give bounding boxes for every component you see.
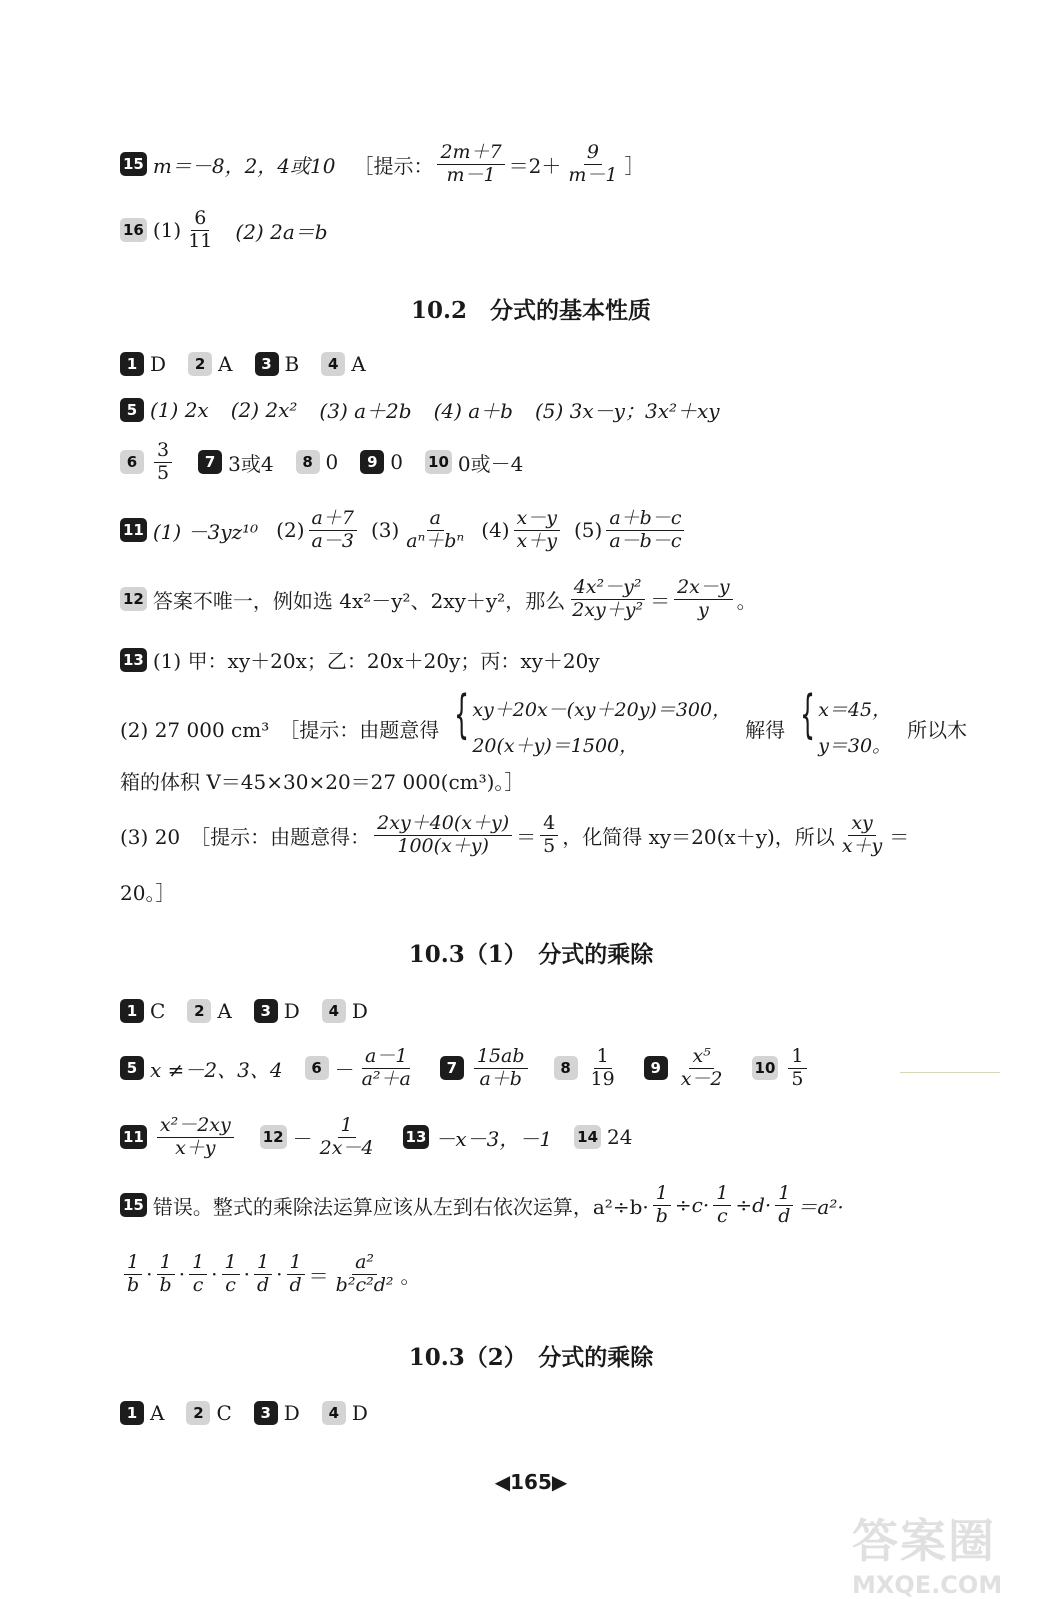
s1031-q3-answer: D xyxy=(283,999,300,1023)
s1031-q15-line2 xyxy=(120,1252,972,1297)
watermark-url: MXQE.COM xyxy=(852,1571,1003,1599)
s1031-mc-row xyxy=(120,999,972,1023)
s102-q11-label4: (4) xyxy=(481,518,510,543)
s102-q2-answer: A xyxy=(218,352,233,376)
s1031-q13-answer: －x－3，－1 xyxy=(435,1126,553,1151)
s102-q13-eq2: ＝ xyxy=(889,824,910,849)
s102-q13-line2 xyxy=(120,685,972,764)
s1031-q12-badge: 12 xyxy=(260,1125,287,1149)
s102-q11-frac4: $\frac{x-y}{x+y}$ xyxy=(514,508,560,553)
s102-q13-frac-a: $\frac{2xy+40(x+y)}{100(x+y)}$ xyxy=(374,813,512,858)
s102-q5-row xyxy=(120,395,972,424)
s102-q1-answer: D xyxy=(150,352,167,376)
s1031-q9-badge: 9 xyxy=(644,1056,668,1080)
s1032-q4-badge: 4 xyxy=(322,1401,346,1425)
q15-hint-open: ［提示： xyxy=(353,153,434,178)
s102-q12-row xyxy=(120,577,972,622)
s102-q12-eq: ＝ xyxy=(650,588,671,613)
s1031-q8-badge: 8 xyxy=(554,1056,578,1080)
s102-q6-badge: 6 xyxy=(120,450,144,474)
q15-f5: $\frac{1}{d}$ xyxy=(254,1252,272,1297)
s102-q4-answer: A xyxy=(351,352,366,376)
s102-mc-row xyxy=(120,352,972,376)
s102-q13-line5 xyxy=(120,877,972,906)
s102-q13-solve: 解得 xyxy=(745,717,786,742)
s102-q13-frac-c: $\frac{xy}{x+y}$ xyxy=(841,812,883,857)
page-number: ◀165▶ xyxy=(494,1470,568,1494)
s102-q11-label3: (3) xyxy=(370,518,400,543)
q15-f1: $\frac{1}{b}$ xyxy=(124,1252,142,1297)
s102-q13-system1: { xy＋20x－(xy＋20y)＝300， 20(x＋y)＝1500， xyxy=(454,685,732,758)
s102-q13-part1: (1) 甲：xy＋20x；乙：20x＋20y；丙：xy＋20y xyxy=(152,649,600,673)
q15-f4: $\frac{1}{c}$ xyxy=(222,1252,240,1297)
s102-q13-part3-text: (3) 20 ［提示：由题意得： xyxy=(120,824,371,849)
q15-eq-final: ＝ xyxy=(308,1263,329,1288)
s102-q4-badge: 4 xyxy=(321,352,345,376)
q15-mid: ＝2＋ xyxy=(508,153,562,178)
q16-part2: (2) 2a＝b xyxy=(235,219,328,244)
s102-q5-part3: (3) a＋2b xyxy=(319,399,412,423)
s1032-q3-badge: 3 xyxy=(254,1401,278,1425)
watermark-logo xyxy=(852,1505,1042,1599)
s1031-q3-badge: 3 xyxy=(254,999,278,1023)
s102-q6-10-row xyxy=(120,440,972,485)
s1031-q9-frac: $\frac{\text{x⁵}}{x-2}$ xyxy=(680,1045,723,1090)
dot3: · xyxy=(211,1262,218,1287)
s1031-q1-badge: 1 xyxy=(120,999,144,1023)
s102-q8-badge: 8 xyxy=(296,450,320,474)
s102-q13-system2: { x＝45， y＝30。 xyxy=(800,685,892,758)
q15-f3: $\frac{1}{c}$ xyxy=(189,1252,207,1297)
s102-q5-part2: (2) 2x² xyxy=(230,397,298,422)
s1031-q12-sign: － xyxy=(292,1126,313,1151)
s102-q11-badge: 11 xyxy=(120,518,147,542)
s102-q13-result: 20。］ xyxy=(120,881,176,905)
s1031-q13-badge: 13 xyxy=(403,1125,430,1149)
s102-q11-frac2: $\frac{a+7}{a-3}$ xyxy=(309,508,357,553)
s102-q11-part1: (1) －3yz¹⁰ xyxy=(152,519,259,544)
dot5: · xyxy=(276,1262,283,1287)
s1031-q15-frac-1d: $\frac{1}{d}$ xyxy=(775,1183,793,1228)
s1032-mc-row xyxy=(120,1401,972,1425)
q15-top-row xyxy=(120,142,972,187)
s102-q5-part1: (1) 2x xyxy=(150,397,209,422)
s1031-q7-badge: 7 xyxy=(440,1056,464,1080)
s1031-q15-div-c: ÷c· xyxy=(674,1193,710,1218)
section-title-10-3-2: 10.3（2） 分式的乘除 xyxy=(408,1344,654,1371)
q15-f6: $\frac{1}{d}$ xyxy=(287,1252,305,1297)
s1031-q6-sign: － xyxy=(334,1057,355,1082)
dot4: · xyxy=(243,1262,250,1287)
q15-hint-close: ］ xyxy=(624,153,645,178)
s102-q13-part2-end: 所以木 xyxy=(907,717,968,742)
s1031-q2-answer: A xyxy=(217,999,232,1023)
s1031-q15-badge: 15 xyxy=(120,1193,147,1217)
s102-q2-badge: 2 xyxy=(188,352,212,376)
s1031-q1-answer: C xyxy=(150,999,166,1023)
q16-badge: 16 xyxy=(120,218,147,242)
s1032-q3-answer: D xyxy=(283,1401,300,1425)
q15-end: 。 xyxy=(400,1263,421,1288)
q16-frac: $\frac{6}{11}$ xyxy=(188,207,213,252)
s102-q1-badge: 1 xyxy=(120,352,144,376)
s102-q10-badge: 10 xyxy=(425,450,452,474)
s1031-q14-badge: 14 xyxy=(574,1125,601,1149)
dot1: · xyxy=(146,1262,153,1287)
s1031-q8-frac: $\frac{1}{19}$ xyxy=(590,1045,615,1090)
s1031-q15-frac-1b: $\frac{1}{b}$ xyxy=(653,1183,671,1228)
s1032-q1-badge: 1 xyxy=(120,1401,144,1425)
s1031-q5-badge: 5 xyxy=(120,1056,144,1080)
s102-q8-answer: 0 xyxy=(325,450,339,475)
faint-divider xyxy=(900,1072,1000,1073)
s1031-q11-frac: $\frac{\text{x²－2xy}}{x+y}$ xyxy=(157,1115,234,1160)
s102-q9-badge: 9 xyxy=(360,450,384,474)
s1032-q1-answer: A xyxy=(150,1401,165,1425)
q16-part1: (1) xyxy=(152,218,182,243)
s1031-q2-badge: 2 xyxy=(187,999,211,1023)
s102-q7-answer: 3或4 xyxy=(228,451,274,476)
s102-q13-frac-b: $\frac{4}{5}$ xyxy=(540,813,558,858)
s102-q11-label2: (2) xyxy=(276,518,305,543)
s1031-q15-frac-1c: $\frac{1}{c}$ xyxy=(713,1183,731,1228)
s102-q5-part5: (5) 3x－y；3x²＋xy xyxy=(534,399,720,423)
s102-q12-badge: 12 xyxy=(120,587,147,611)
s102-q6-frac: $\frac{3}{5}$ xyxy=(154,440,172,485)
s1031-q15-eq: ＝a²· xyxy=(797,1194,844,1219)
s1031-q11-14-row xyxy=(120,1115,972,1160)
s102-q3-badge: 3 xyxy=(255,352,279,376)
s1031-q14-answer: 24 xyxy=(607,1125,633,1150)
s102-q12-end: 。 xyxy=(736,588,757,613)
s1032-q2-answer: C xyxy=(216,1401,232,1425)
s1031-q5-10-row xyxy=(120,1046,972,1091)
s1031-q15-div-d: ÷d· xyxy=(735,1193,772,1218)
s1031-q6-badge: 6 xyxy=(305,1056,329,1080)
section-title-10-2: 10.2 分式的基本性质 xyxy=(410,297,652,324)
q15-answer: m＝－8，2，4或10 xyxy=(152,153,336,178)
s102-q11-frac3: $\frac{a}{\text{aⁿ＋bⁿ}}$ xyxy=(406,507,465,552)
s102-q13-line1 xyxy=(120,645,972,674)
s102-q13-part2-text: (2) 27 000 cm³ ［提示：由题意得 xyxy=(120,717,440,742)
s102-q12-text: 答案不唯一，例如选 4x²－y²、2xy＋y²，那么 xyxy=(152,588,566,613)
s102-q11-label5: (5) xyxy=(573,518,603,543)
s1031-q6-frac: $\frac{a-1}{\text{a²＋a}}$ xyxy=(361,1045,411,1090)
s1031-q4-badge: 4 xyxy=(322,999,346,1023)
s102-q13-mid: ，化简得 xy＝20(x＋y)，所以 xyxy=(562,824,835,849)
q15-f2: $\frac{1}{b}$ xyxy=(157,1252,175,1297)
s102-q13-volume: 箱的体积 V＝45×30×20＝27 000(cm³)。］ xyxy=(120,770,525,794)
q15-result-frac: $\frac{\text{a²}}{\text{b²c²d²}}$ xyxy=(335,1251,394,1296)
section-title-10-3-1: 10.3（1） 分式的乘除 xyxy=(408,941,654,968)
q15-badge: 15 xyxy=(120,152,147,176)
s102-q11-row xyxy=(120,508,972,553)
s1031-q4-answer: D xyxy=(351,999,368,1023)
s1031-q15-line1 xyxy=(120,1183,972,1228)
s102-q13-line4 xyxy=(120,813,972,858)
s102-q13-line3 xyxy=(120,766,972,795)
s1031-q15-text: 错误。整式的乘除法运算应该从左到右依次运算，a²÷b· xyxy=(152,1194,649,1219)
watermark-text: 答案圈 xyxy=(852,1514,996,1568)
s1031-q12-frac: $\frac{1}{2x-4}$ xyxy=(319,1114,374,1159)
s102-q7-badge: 7 xyxy=(198,450,222,474)
q16-top-row xyxy=(120,208,972,253)
s1031-q7-frac: $\frac{15ab}{a+b}$ xyxy=(474,1046,528,1091)
q15-frac2: $\frac{9}{m-1}$ xyxy=(568,141,618,186)
s102-q5-part4: (4) a＋b xyxy=(433,399,513,423)
s102-q12-frac-a: $\frac{\text{4x²－y²}}{\text{2xy＋y²}}$ xyxy=(572,576,644,621)
s102-q3-answer: B xyxy=(284,352,300,376)
s1031-q5-answer: x ≠－2、3、4 xyxy=(150,1057,283,1082)
s1032-q2-badge: 2 xyxy=(186,1401,210,1425)
s102-q13-eq1: ＝ xyxy=(516,824,537,849)
s102-q9-answer: 0 xyxy=(390,450,404,475)
s1031-q10-frac: $\frac{1}{5}$ xyxy=(788,1046,806,1091)
dot2: · xyxy=(178,1262,186,1287)
s1032-q4-answer: D xyxy=(351,1401,368,1425)
s1031-q11-badge: 11 xyxy=(120,1125,147,1149)
s102-q10-answer: 0或－4 xyxy=(457,451,524,476)
s102-q12-frac-b: $\frac{2x-y}{y}$ xyxy=(674,577,733,622)
q15-frac1: $\frac{2m+7}{m-1}$ xyxy=(437,142,504,187)
s102-q5-badge: 5 xyxy=(120,398,144,422)
s102-q11-frac5: $\frac{a+b-c}{a-b-c}$ xyxy=(606,508,684,553)
s1031-q10-badge: 10 xyxy=(752,1056,779,1080)
s102-q13-badge: 13 xyxy=(120,648,147,672)
